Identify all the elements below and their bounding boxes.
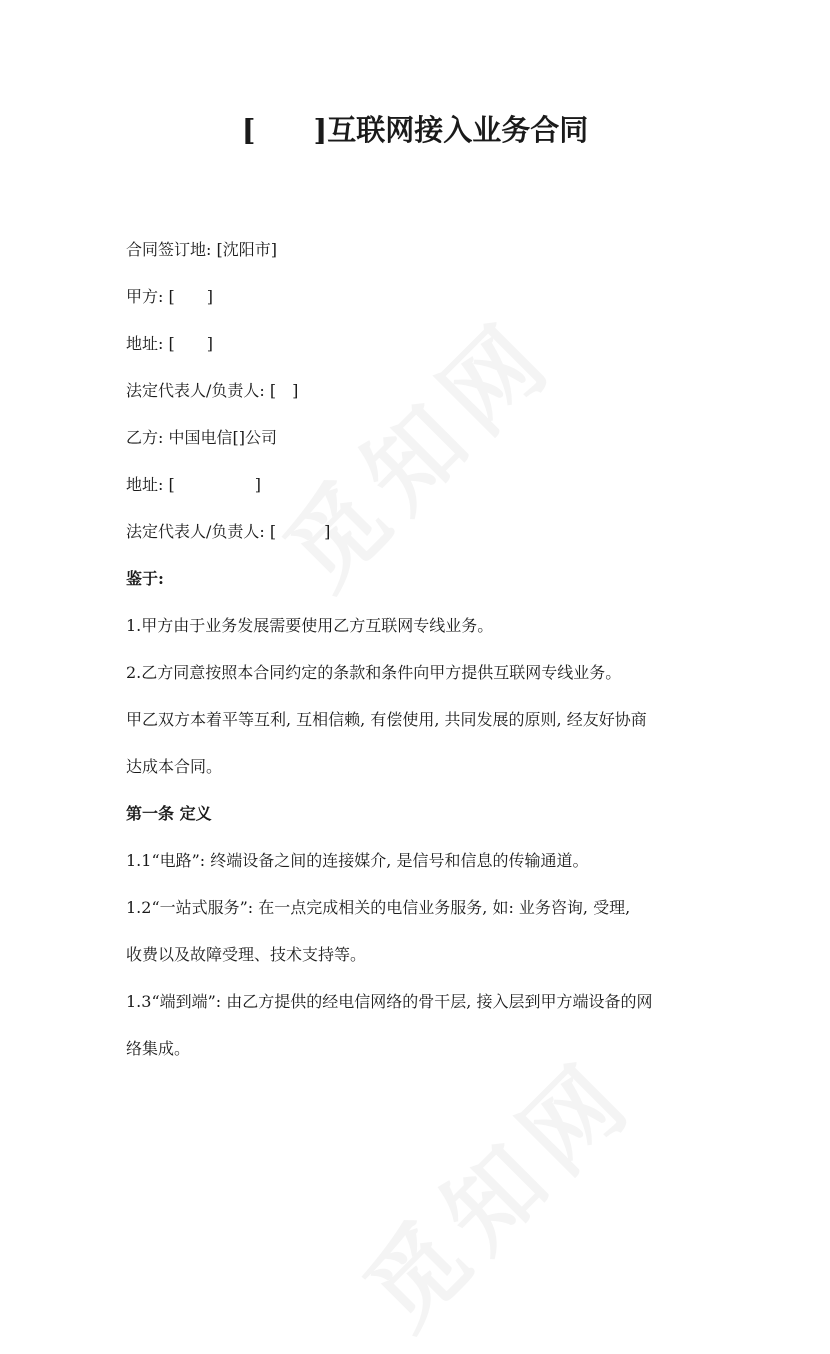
party-a-address: 地址: [ ] — [126, 334, 213, 353]
preamble-item: 2.乙方同意按照本合同约定的条款和条件向甲方提供互联网专线业务。 — [126, 663, 622, 682]
definition-line: 收费以及故障受理、技术支持等。 — [126, 945, 367, 964]
definition-line: 1.2“一站式服务”: 在一点完成相关的电信业务服务, 如: 业务咨询, 受理, — [126, 898, 631, 917]
definition-line: 1.3“端到端”: 由乙方提供的经电信网络的骨干层, 接入层到甲方端设备的网 — [126, 992, 653, 1011]
party-b-address: 地址: [ ] — [126, 475, 261, 494]
signing-place: 合同签订地: [沈阳市] — [126, 240, 277, 259]
article-heading: 第一条 定义 — [126, 804, 212, 823]
preamble-statement: 甲乙双方本着平等互利, 互相信赖, 有偿使用, 共同发展的原则, 经友好协商 — [126, 710, 647, 729]
definition-line: 络集成。 — [126, 1039, 191, 1058]
watermark — [330, 1023, 660, 1353]
party-b-representative: 法定代表人/负责人: [ ] — [126, 522, 331, 541]
watermark — [250, 283, 580, 613]
party-a: 甲方: [ ] — [126, 287, 213, 306]
preamble-item: 1.甲方由于业务发展需要使用乙方互联网专线业务。 — [126, 616, 494, 635]
party-a-representative: 法定代表人/负责人: [ ] — [126, 381, 299, 400]
preamble-statement: 达成本合同。 — [126, 757, 223, 776]
party-b: 乙方: 中国电信[]公司 — [126, 428, 277, 447]
definition-line: 1.1“电路”: 终端设备之间的连接媒介, 是信号和信息的传输通道。 — [126, 851, 589, 870]
document-title: [ ]互联网接入业务合同 — [241, 113, 589, 147]
preamble-heading: 鉴于: — [126, 569, 164, 588]
